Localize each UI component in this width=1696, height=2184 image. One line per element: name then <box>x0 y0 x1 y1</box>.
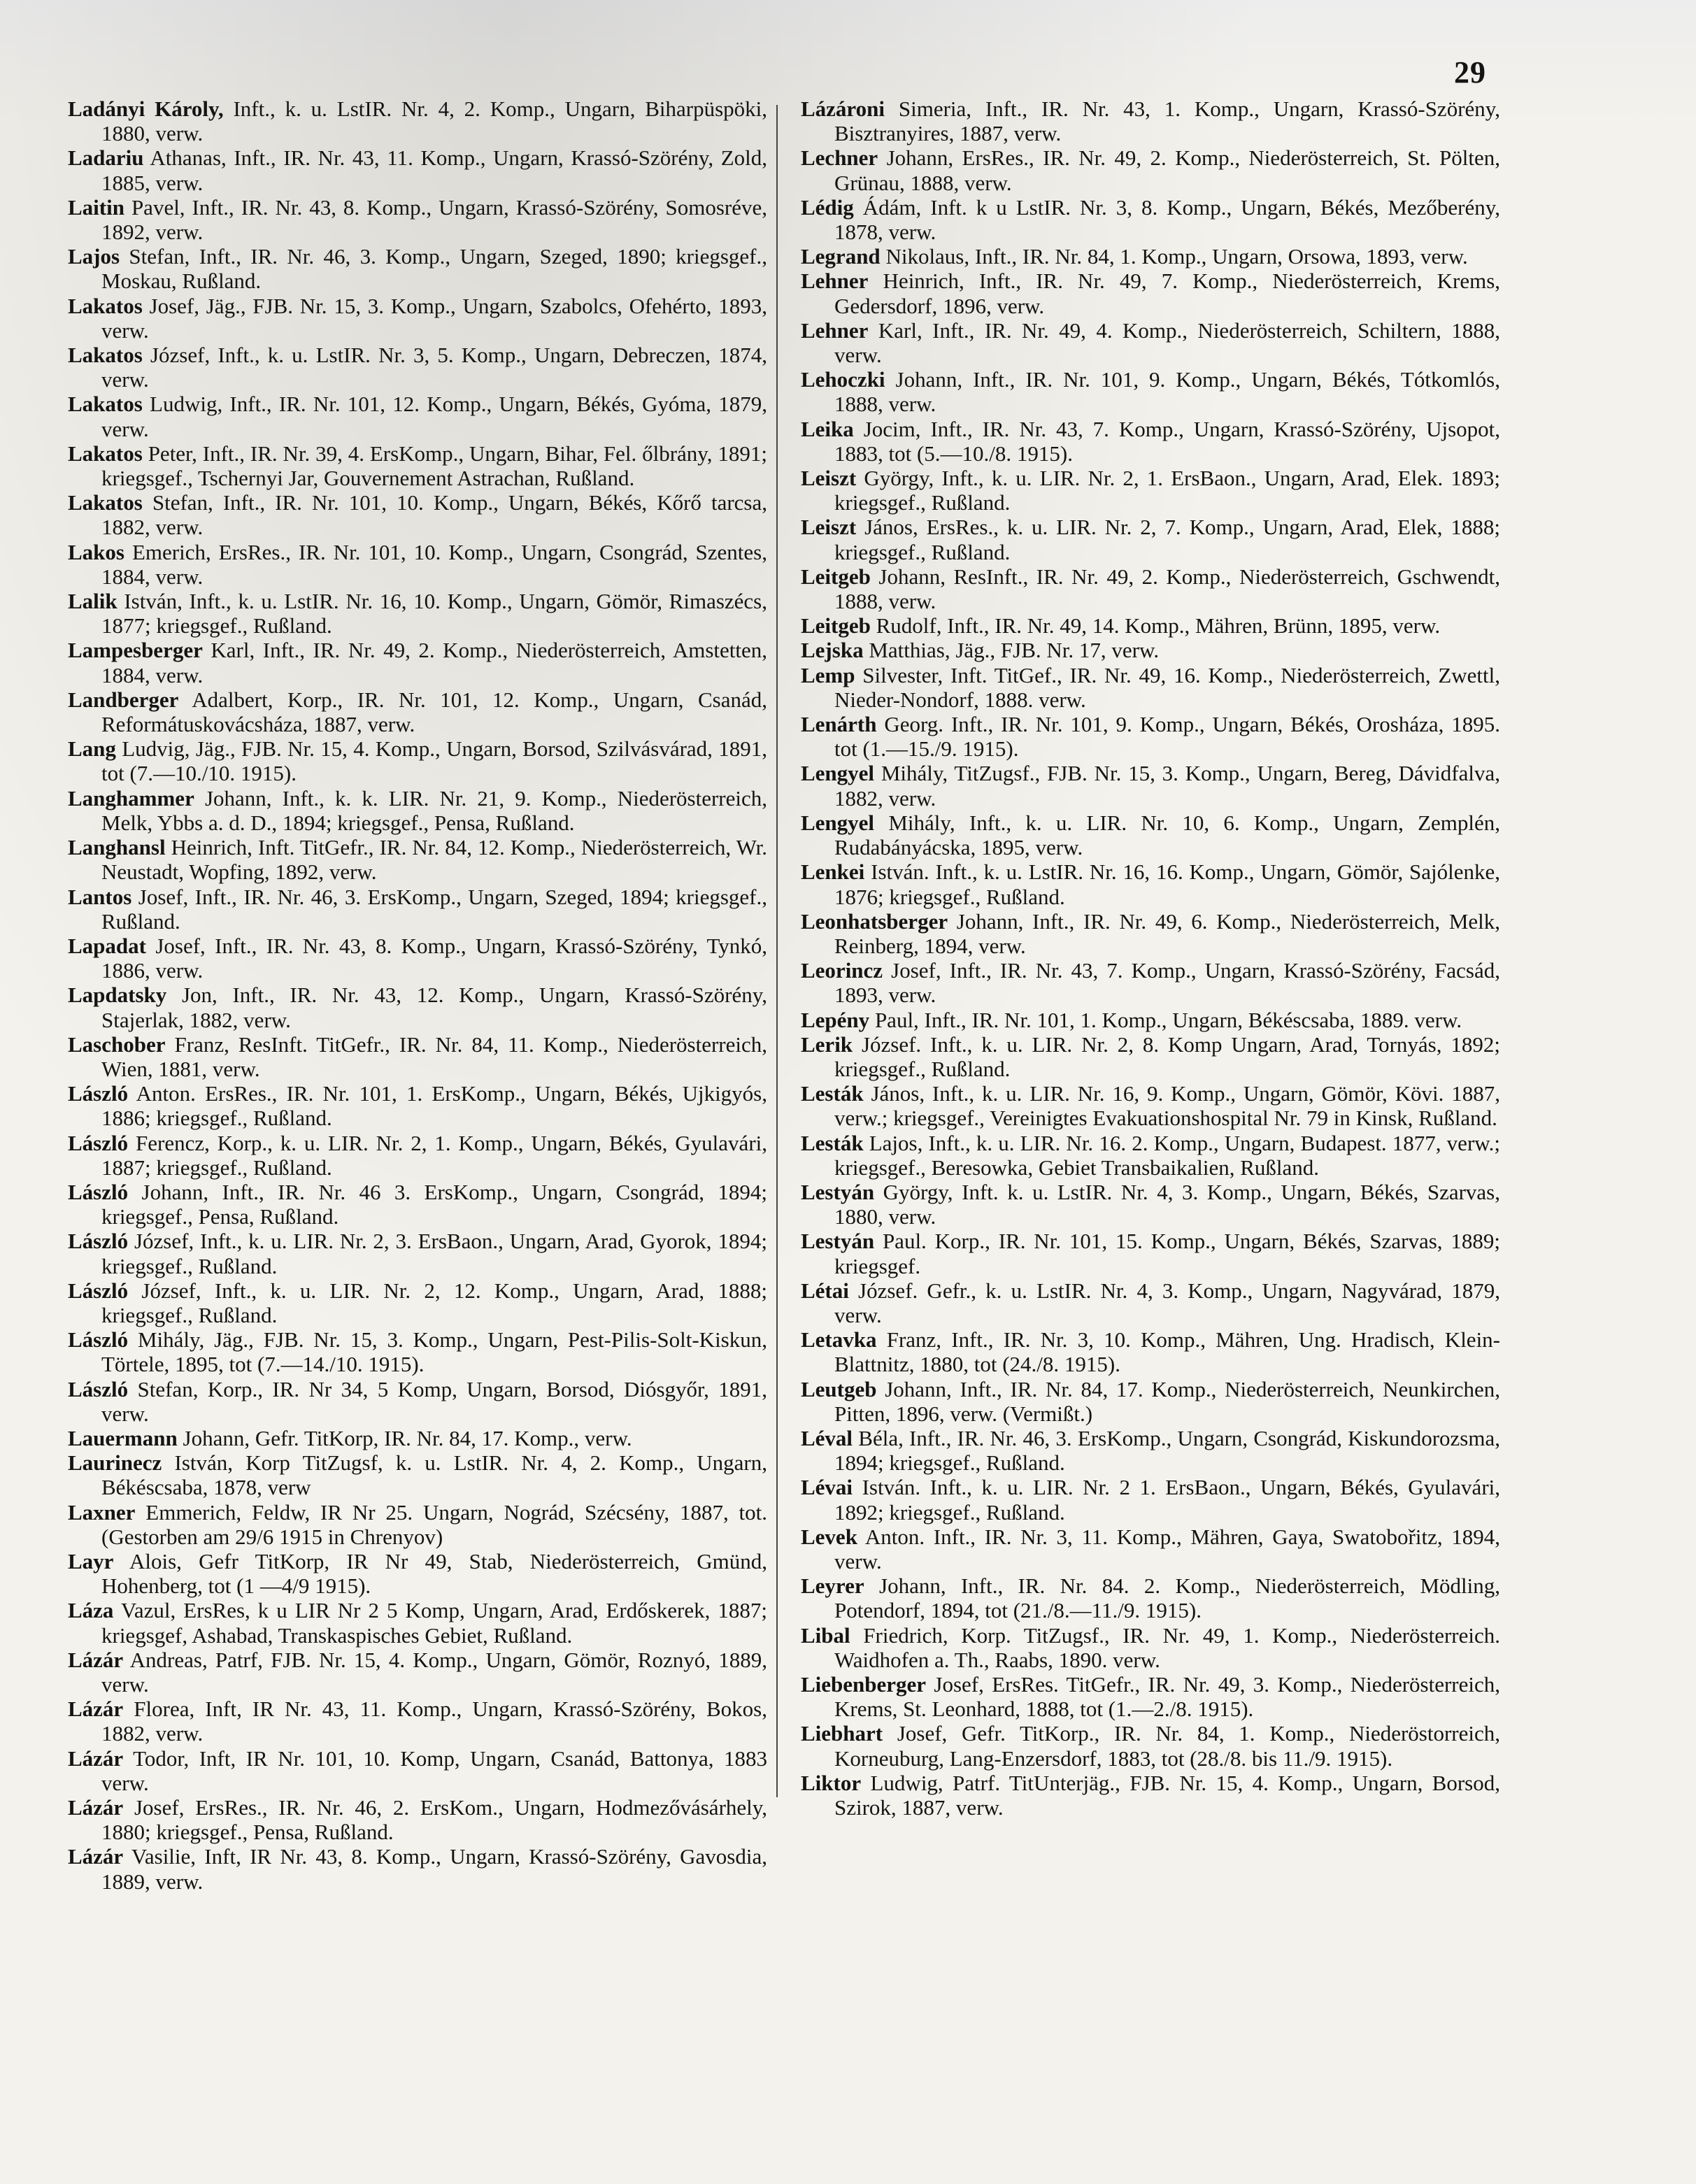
list-entry <box>68 540 767 589</box>
entry-surname: Létai <box>801 1278 849 1303</box>
list-entry <box>801 1771 1500 1820</box>
list-entry <box>801 1327 1500 1376</box>
list-entry <box>801 1573 1500 1622</box>
entry-surname: Lázár <box>68 1844 124 1869</box>
entry-surname: Lepény <box>801 1007 870 1032</box>
entry-details: Stefan, Inft., IR. Nr. 46, 3. Komp., Ungarn, Szeged, 1890; kriegsgef., Moskau, Rußland. <box>101 244 767 294</box>
entry-details: Josef, Inft., IR. Nr. 43, 8. Komp., Ungarn, Krassó-Szörény, Tynkó, 1886, verw. <box>101 933 767 983</box>
entry-surname: Lengyel <box>801 761 875 786</box>
entry-details: Matthias, Jäg., FJB. Nr. 17, verw. <box>869 638 1160 663</box>
entry-details: Johann, Inft., IR. Nr. 84, 17. Komp., Niederösterreich, Neunkirchen, Pitten, 1896, verw. (Vermißt.) <box>834 1376 1501 1426</box>
list-entry <box>68 983 767 1032</box>
list-entry <box>801 564 1500 613</box>
entry-details: Ferencz, Korp., k. u. LIR. Nr. 2, 1. Komp., Ungarn, Békés, Gyulavári, 1887; kriegsgef., Rußland. <box>101 1130 767 1180</box>
list-entry <box>801 1180 1500 1229</box>
list-entry <box>68 1844 767 1893</box>
entry-surname: László <box>68 1278 129 1303</box>
entry-details: Todor, Inft, IR Nr. 101, 10. Komp, Ungarn, Csanád, Battonya, 1883 verw. <box>101 1746 767 1795</box>
entry-details: Anton. Inft., IR. Nr. 3, 11. Komp., Mähren, Gaya, Swatobořitz, 1894, verw. <box>834 1524 1500 1573</box>
list-entry <box>68 1648 767 1697</box>
list-entry <box>68 885 767 934</box>
entry-surname: Laxner <box>68 1499 136 1525</box>
list-entry <box>68 343 767 392</box>
entry-details: Johann, Inft., IR. Nr. 49, 6. Komp., Niederösterreich, Melk, Reinberg, 1894, verw. <box>834 908 1501 958</box>
entry-details: Ludvig, Jäg., FJB. Nr. 15, 4. Komp., Ungarn, Borsod, Szilvásvárad, 1891, tot (7.—10./10. 1915). <box>101 736 768 786</box>
entry-details: József, Inft., k. u. LIR. Nr. 2, 12. Komp., Ungarn, Arad, 1888; kriegsgef., Rußland. <box>101 1278 767 1327</box>
list-entry <box>68 392 767 441</box>
entry-details: Johann, ResInft., IR. Nr. 49, 2. Komp., Niederösterreich, Gschwendt, 1888, verw. <box>834 564 1501 614</box>
entry-details: Franz, ResInft. TitGefr., IR. Nr. 84, 11. Komp., Niederösterreich, Wien, 1881, verw. <box>101 1032 768 1081</box>
list-entry <box>801 663 1500 712</box>
list-entry <box>801 1229 1500 1278</box>
list-entry <box>801 244 1500 269</box>
list-entry <box>801 811 1500 859</box>
entry-surname: Lakos <box>68 539 124 564</box>
entry-surname: Lesták <box>801 1081 864 1106</box>
entry-surname: Lakatos <box>68 490 143 515</box>
entry-details: Stefan, Inft., IR. Nr. 101, 10. Komp., Ungarn, Békés, Kőrő tarcsa, 1882, verw. <box>101 490 767 540</box>
entry-surname: Leiszt <box>801 466 857 491</box>
entry-surname: Lenkei <box>801 859 865 885</box>
list-entry <box>68 1426 767 1450</box>
list-entry <box>801 1672 1500 1721</box>
list-entry <box>801 909 1500 958</box>
entry-surname: Lehoczki <box>801 367 885 392</box>
entry-surname: László <box>68 1130 129 1155</box>
entry-details: Athanas, Inft., IR. Nr. 43, 11. Komp., Ungarn, Krassó-Szörény, Zold, 1885, verw. <box>101 145 767 195</box>
list-entry <box>68 1598 767 1647</box>
list-entry <box>68 835 767 884</box>
entry-surname: Lakatos <box>68 441 143 466</box>
entry-surname: Lapadat <box>68 933 146 958</box>
list-entry <box>801 1475 1500 1524</box>
list-entry <box>68 97 767 145</box>
entry-surname: Lampesberger <box>68 638 203 663</box>
entry-details: Johann, Gefr. TitKorp, IR. Nr. 84, 17. Komp., verw. <box>183 1425 632 1450</box>
entry-details: Ludwig, Patrf. TitUnterjäg., FJB. Nr. 15, 4. Komp., Ungarn, Borsod, Szirok, 1887, verw. <box>834 1770 1500 1820</box>
list-entry <box>801 515 1500 564</box>
entry-details: Josef, Inft., IR. Nr. 43, 7. Komp., Ungarn, Krassó-Szörény, Facsád, 1893, verw. <box>834 958 1501 1008</box>
list-entry <box>801 1721 1500 1770</box>
list-entry <box>801 712 1500 761</box>
entry-details: Paul, Inft., IR. Nr. 101, 1. Komp., Ungarn, Békéscsaba, 1889. verw. <box>874 1007 1462 1032</box>
entry-details: Josef, ErsRes. TitGefr., IR. Nr. 49, 3. Komp., Niederösterreich, Krems, St. Leonhard, 1888, tot (1.—2./8. 1915). <box>834 1672 1501 1722</box>
entry-details: Josef, Inft., IR. Nr. 46, 3. ErsKomp., Ungarn, Szeged, 1894; kriegsgef., Rußland. <box>101 884 767 934</box>
entry-surname: Layr <box>68 1548 114 1573</box>
entry-details: József. Inft., k. u. LIR. Nr. 2, 8. Komp Ungarn, Arad, Tornyás, 1892; kriegsgef., Rußland. <box>834 1032 1500 1081</box>
entry-surname: Lechner <box>801 145 878 171</box>
list-entry <box>801 761 1500 810</box>
entry-surname: Lantos <box>68 884 132 909</box>
list-entry <box>68 736 767 785</box>
list-entry <box>801 958 1500 1007</box>
list-entry <box>801 1131 1500 1180</box>
list-entry <box>68 1081 767 1130</box>
entry-details: Peter, Inft., IR. Nr. 39, 4. ErsKomp., Ungarn, Bihar, Fel. őlbrány, 1891; kriegsgef., Tschernyi Jar, Gouvernement Astrachan, Rußland. <box>101 441 768 491</box>
entry-details: Johann, Inft., IR. Nr. 46 3. ErsKomp., Ungarn, Csongrád, 1894; kriegsgef., Pensa, Rußland. <box>101 1179 767 1229</box>
entry-details: Silvester, Inft. TitGef., IR. Nr. 49, 16. Komp., Niederösterreich, Zwettl, Nieder-Nondorf, 1888. verw. <box>834 662 1501 712</box>
list-entry <box>68 638 767 687</box>
list-entry <box>68 195 767 244</box>
entry-details: Mihály, Inft., k. u. LIR. Nr. 10, 6. Komp., Ungarn, Zemplén, Rudabányácska, 1895, verw. <box>834 810 1501 860</box>
entry-details: Heinrich, Inft. TitGefr., IR. Nr. 84, 12. Komp., Niederösterreich, Wr. Neustadt, Wopfing, 1892, verw. <box>101 835 768 885</box>
entry-surname: Lerik <box>801 1032 853 1057</box>
list-entry <box>801 1426 1500 1475</box>
list-entry <box>801 1525 1500 1573</box>
entry-details: Florea, Inft, IR Nr. 43, 11. Komp., Ungarn, Krassó-Szörény, Bokos, 1882, verw. <box>101 1697 767 1746</box>
entry-surname: László <box>68 1327 129 1352</box>
list-entry <box>801 1008 1500 1032</box>
entry-details: Pavel, Inft., IR. Nr. 43, 8. Komp., Ungarn, Krassó-Szörény, Somosréve, 1892, verw. <box>101 194 767 245</box>
right-column <box>801 97 1500 1820</box>
entry-details: József. Gefr., k. u. LstIR. Nr. 4, 3. Komp., Ungarn, Nagyvárad, 1879, verw. <box>834 1278 1501 1327</box>
entry-surname: Letavka <box>801 1327 877 1352</box>
entry-details: György, Inft., k. u. LIR. Nr. 2, 1. ErsBaon., Ungarn, Arad, Elek. 1893; kriegsgef., Rußland. <box>834 466 1501 515</box>
entry-surname: Lázár <box>68 1647 124 1672</box>
list-entry <box>801 97 1500 145</box>
list-entry <box>801 367 1500 416</box>
list-entry <box>68 1450 767 1499</box>
entry-details: Paul. Korp., IR. Nr. 101, 15. Komp., Ungarn, Békés, Szarvas, 1889; kriegsgef. <box>834 1229 1501 1278</box>
column-divider <box>776 105 778 1797</box>
list-entry <box>801 1623 1500 1672</box>
list-entry <box>68 1278 767 1327</box>
list-entry <box>801 613 1500 638</box>
entry-details: Béla, Inft., IR. Nr. 46, 3. ErsKomp., Ungarn, Csongrád, Kiskundorozsma, 1894; kriegsgef., Rußland. <box>834 1425 1500 1476</box>
entry-surname: Leyrer <box>801 1573 864 1599</box>
list-entry <box>801 638 1500 662</box>
entry-details: Jon, Inft., IR. Nr. 43, 12. Komp., Ungarn, Krassó-Szörény, Stajerlak, 1882, verw. <box>101 983 767 1032</box>
entry-surname: Ladányi Károly, <box>68 97 224 121</box>
list-entry <box>68 589 767 638</box>
entry-details: Simeria, Inft., IR. Nr. 43, 1. Komp., Ungarn, Krassó-Szörény, Bisztranyires, 1887, verw. <box>834 97 1501 146</box>
entry-details: Karl, Inft., IR. Nr. 49, 2. Komp., Niederösterreich, Amstetten, 1884, verw. <box>101 638 768 687</box>
list-entry <box>68 1549 767 1598</box>
entry-details: Vazul, ErsRes, k u LIR Nr 2 5 Komp, Ungarn, Arad, Erdőskerek, 1887; kriegsgef, Ashabad, Transkaspisches Gebiet, Rußland. <box>101 1598 767 1648</box>
list-entry <box>801 417 1500 466</box>
list-entry <box>68 1327 767 1376</box>
entry-surname: Landberger <box>68 687 179 712</box>
entry-details: Jocim, Inft., IR. Nr. 43, 7. Komp., Ungarn, Krassó-Szörény, Ujsopot, 1883, tot (5.—10./8. 1915). <box>834 416 1501 466</box>
list-entry <box>801 318 1500 367</box>
list-entry <box>801 195 1500 244</box>
entry-surname: Leorincz <box>801 958 883 983</box>
entry-surname: Leitgeb <box>801 564 871 589</box>
entry-surname: Lévai <box>801 1475 853 1500</box>
entry-surname: Lenárth <box>801 712 877 737</box>
entry-surname: Laschober <box>68 1032 166 1057</box>
entry-surname: Leutgeb <box>801 1376 877 1401</box>
entry-details: Friedrich, Korp. TitZugsf., IR. Nr. 49, 1. Komp., Niederösterreich. Waidhofen a. Th., Raabs, 1890. verw. <box>834 1622 1501 1672</box>
entry-details: Ludwig, Inft., IR. Nr. 101, 12. Komp., Ungarn, Békés, Gyóma, 1879, verw. <box>101 392 768 441</box>
entry-surname: Lakatos <box>68 293 143 318</box>
entry-surname: Leonhatsberger <box>801 908 948 934</box>
entry-surname: Lestyán <box>801 1179 875 1204</box>
entry-surname: Lédig <box>801 194 854 220</box>
entry-surname: Léval <box>801 1425 853 1450</box>
entry-details: György, Inft. k. u. LstIR. Nr. 4, 3. Komp., Ungarn, Békés, Szarvas, 1880, verw. <box>834 1179 1500 1229</box>
entry-surname: Láza <box>68 1598 114 1623</box>
entry-details: István. Inft., k. u. LstIR. Nr. 16, 16. Komp., Ungarn, Gömör, Sajólenke, 1876; kriegsgef., Rußland. <box>834 859 1501 909</box>
list-entry <box>68 1180 767 1229</box>
entry-surname: Liebenberger <box>801 1672 927 1697</box>
entry-surname: Lázár <box>68 1697 124 1722</box>
list-entry <box>801 1032 1500 1081</box>
entry-surname: Liebhart <box>801 1721 883 1746</box>
entry-surname: Leiszt <box>801 515 857 540</box>
entry-surname: Legrand <box>801 244 881 269</box>
list-entry <box>68 786 767 835</box>
entry-details: Josef, ErsRes., IR. Nr. 46, 2. ErsKom., Ungarn, Hodmezővásárhely, 1880; kriegsgef., Pensa, Rußland. <box>101 1795 767 1845</box>
list-entry <box>68 244 767 293</box>
entry-surname: Langhansl <box>68 835 166 860</box>
entry-details: Karl, Inft., IR. Nr. 49, 4. Komp., Niederösterreich, Schiltern, 1888, verw. <box>834 317 1501 368</box>
entry-details: Stefan, Korp., IR. Nr 34, 5 Komp, Ungarn, Borsod, Diósgyőr, 1891, verw. <box>101 1376 768 1426</box>
entry-surname: Laurinecz <box>68 1450 162 1476</box>
list-entry <box>68 1500 767 1549</box>
list-entry <box>801 1081 1500 1130</box>
list-entry <box>801 145 1500 194</box>
entry-surname: Lakatos <box>68 343 143 368</box>
entry-details: István, Inft., k. u. LstIR. Nr. 16, 10. Komp., Ungarn, Gömör, Rimaszécs, 1877; kriegsgef., Rußland. <box>101 589 767 638</box>
entry-surname: László <box>68 1229 129 1254</box>
list-entry <box>68 294 767 343</box>
entry-details: Rudolf, Inft., IR. Nr. 49, 14. Komp., Mähren, Brünn, 1895, verw. <box>876 613 1441 638</box>
entry-surname: Lapdatsky <box>68 983 167 1008</box>
entry-surname: Liktor <box>801 1770 862 1795</box>
list-entry <box>68 1377 767 1426</box>
list-entry <box>68 1795 767 1844</box>
list-entry <box>801 1278 1500 1327</box>
entry-surname: Lalik <box>68 589 117 614</box>
entry-details: János, Inft., k. u. LIR. Nr. 16, 9. Komp., Ungarn, Gömör, Kövi. 1887, verw.; kriegsgef., Vereinigtes Evakuationshospital Nr. 79 in Kinsk, Rußland. <box>834 1081 1501 1131</box>
list-entry <box>801 269 1500 317</box>
entry-details: Johann, Inft., IR. Nr. 84. 2. Komp., Niederösterreich, Mödling, Potendorf, 1894, tot (21./8.—11./9. 1915). <box>834 1573 1500 1623</box>
entry-details: Heinrich, Inft., IR. Nr. 49, 7. Komp., Niederösterreich, Krems, Gedersdorf, 1896, verw. <box>834 269 1501 318</box>
list-entry <box>68 441 767 490</box>
list-entry <box>68 1229 767 1278</box>
list-entry <box>801 466 1500 515</box>
entry-surname: Leitgeb <box>801 613 871 638</box>
list-entry <box>68 687 767 736</box>
entry-surname: Lestyán <box>801 1229 875 1254</box>
entry-surname: Lehner <box>801 317 869 343</box>
entry-details: Vasilie, Inft, IR Nr. 43, 8. Komp., Ungarn, Krassó-Szörény, Gavosdia, 1889, verw. <box>101 1844 767 1894</box>
list-entry <box>68 490 767 539</box>
entry-surname: Lázár <box>68 1795 124 1820</box>
entry-details: József, Inft., k. u. LstIR. Nr. 3, 5. Komp., Ungarn, Debreczen, 1874, verw. <box>101 343 767 392</box>
entry-surname: Lemp <box>801 662 855 687</box>
entry-details: Anton. ErsRes., IR. Nr. 101, 1. ErsKomp., Ungarn, Békés, Ujkigyós, 1886; kriegsgef., Rußland. <box>101 1081 767 1131</box>
page-number: 29 <box>1454 55 1486 90</box>
list-entry <box>68 1697 767 1746</box>
entry-surname: Lejska <box>801 638 864 663</box>
entry-details: Georg. Inft., IR. Nr. 101, 9. Komp., Ungarn, Békés, Orosháza, 1895. tot (1.—15./9. 1915). <box>834 712 1500 762</box>
entry-surname: Lázároni <box>801 97 885 121</box>
list-entry <box>68 934 767 983</box>
entry-details: Josef, Jäg., FJB. Nr. 15, 3. Komp., Ungarn, Szabolcs, Ofehérto, 1893, verw. <box>101 293 767 343</box>
entry-surname: Levek <box>801 1524 857 1549</box>
list-entry <box>68 1032 767 1081</box>
entry-details: Emmerich, Feldw, IR Nr 25. Ungarn, Nográd, Szécsény, 1887, tot. (Gestorben am 29/6 1915 in Chrenyov) <box>101 1499 767 1549</box>
entry-details: János, ErsRes., k. u. LIR. Nr. 2, 7. Komp., Ungarn, Arad, Elek, 1888; kriegsgef., Rußland. <box>834 515 1501 564</box>
entry-surname: Libal <box>801 1622 850 1648</box>
list-entry <box>68 145 767 194</box>
entry-details: Johann, ErsRes., IR. Nr. 49, 2. Komp., Niederösterreich, St. Pölten, Grünau, 1888, verw. <box>834 145 1501 195</box>
list-entry <box>801 859 1500 908</box>
entry-details: Andreas, Patrf, FJB. Nr. 15, 4. Komp., Ungarn, Gömör, Roznyó, 1889, verw. <box>101 1647 767 1697</box>
entry-details: Johann, Inft., IR. Nr. 101, 9. Komp., Ungarn, Békés, Tótkomlós, 1888, verw. <box>834 367 1500 417</box>
left-column <box>68 97 767 1894</box>
entry-surname: Lauermann <box>68 1425 178 1450</box>
entry-details: Nikolaus, Inft., IR. Nr. 84, 1. Komp., Ungarn, Orsowa, 1893, verw. <box>885 244 1468 269</box>
entry-details: József, Inft., k. u. LIR. Nr. 2, 3. ErsBaon., Ungarn, Arad, Gyorok, 1894; kriegsgef., Rußland. <box>101 1229 767 1278</box>
entry-details: Inft., k. u. LstIR. Nr. 4, 2. Komp., Ungarn, Biharpüspöki, 1880, verw. <box>101 97 768 146</box>
entry-surname: László <box>68 1179 129 1204</box>
entry-surname: Lehner <box>801 269 869 294</box>
list-entry <box>68 1131 767 1180</box>
entry-details: István, Korp TitZugsf, k. u. LstIR. Nr. 4, 2. Komp., Ungarn, Békéscsaba, 1878, verw <box>101 1450 767 1500</box>
entry-surname: Lázár <box>68 1746 124 1771</box>
entry-details: Mihály, Jäg., FJB. Nr. 15, 3. Komp., Ungarn, Pest-Pilis-Solt-Kiskun, Törtele, 1895, tot (7.—14./10. 1915). <box>101 1327 768 1377</box>
entry-surname: Laitin <box>68 194 124 220</box>
entry-details: István. Inft., k. u. LIR. Nr. 2 1. ErsBaon., Ungarn, Békés, Gyulavári, 1892; kriegsgef., Rußland. <box>834 1475 1500 1525</box>
entry-surname: Leika <box>801 416 854 441</box>
list-entry <box>68 1746 767 1795</box>
entry-details: Emerich, ErsRes., IR. Nr. 101, 10. Komp., Ungarn, Csongrád, Szentes, 1884, verw. <box>101 539 767 589</box>
entry-surname: Lang <box>68 736 116 762</box>
list-entry <box>801 1377 1500 1426</box>
entry-details: Johann, Inft., k. k. LIR. Nr. 21, 9. Komp., Niederösterreich, Melk, Ybbs a. d. D., 1894; kriegsgef., Pensa, Rußland. <box>101 785 767 835</box>
entry-details: Ádám, Inft. k u LstIR. Nr. 3, 8. Komp., Ungarn, Békés, Mezőberény, 1878, verw. <box>834 194 1501 245</box>
entry-details: Josef, Gefr. TitKorp., IR. Nr. 84, 1. Komp., Niederöstorreich, Korneuburg, Lang-Enzersdorf, 1883, tot (28./8. bis 11./9. 1915). <box>834 1721 1501 1771</box>
entry-details: Mihály, TitZugsf., FJB. Nr. 15, 3. Komp., Ungarn, Bereg, Dávidfalva, 1882, verw. <box>834 761 1501 811</box>
entry-surname: Langhammer <box>68 785 194 811</box>
entry-details: Lajos, Inft., k. u. LIR. Nr. 16. 2. Komp., Ungarn, Budapest. 1877, verw.; kriegsgef., Beresowka, Gebiet Transbaikalien, Rußland. <box>834 1130 1501 1180</box>
entry-surname: Lakatos <box>68 392 143 417</box>
entry-surname: Ladariu <box>68 145 144 171</box>
entry-surname: Lengyel <box>801 810 875 835</box>
entry-surname: Lajos <box>68 244 120 269</box>
entry-surname: Lesták <box>801 1130 864 1155</box>
entry-surname: László <box>68 1376 129 1401</box>
entry-details: Franz, Inft., IR. Nr. 3, 10. Komp., Mähren, Ung. Hradisch, Klein-Blattnitz, 1880, tot (24./8. 1915). <box>834 1327 1501 1377</box>
entry-details: Adalbert, Korp., IR. Nr. 101, 12. Komp., Ungarn, Csanád, Reformátuskovácsháza, 1887, verw. <box>101 687 767 737</box>
entry-surname: László <box>68 1081 129 1106</box>
entry-details: Alois, Gefr TitKorp, IR Nr 49, Stab, Niederösterreich, Gmünd, Hohenberg, tot (1 —4/9 1915). <box>101 1548 767 1599</box>
